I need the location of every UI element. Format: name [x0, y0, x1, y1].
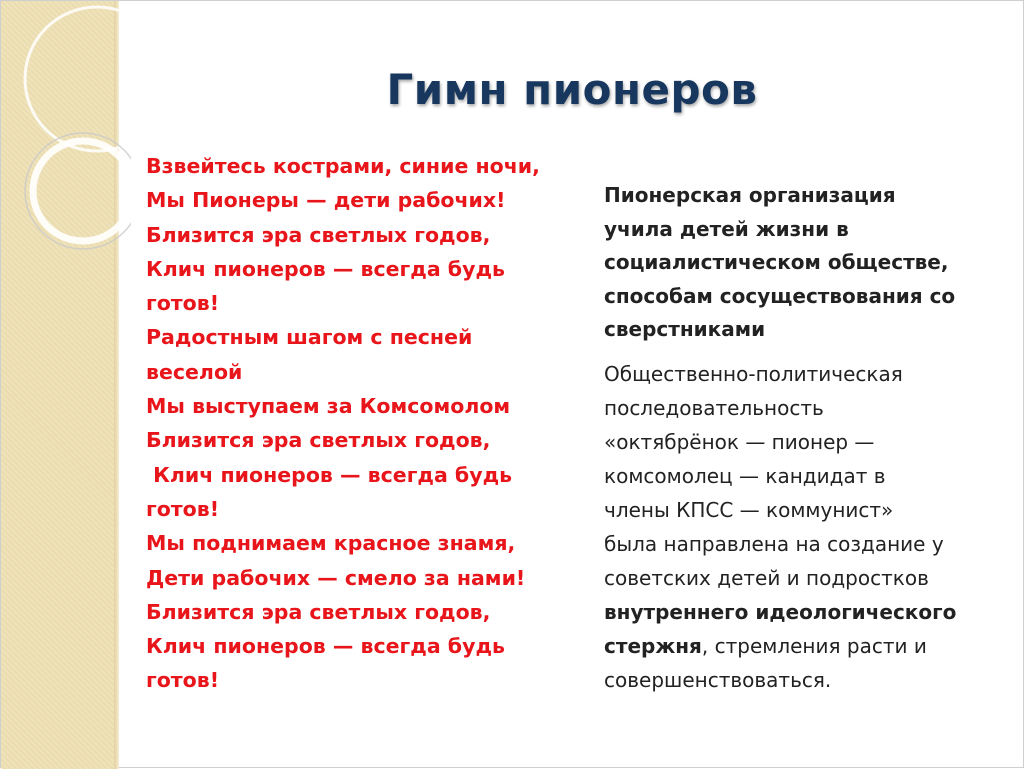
body-line: комсомолец — кандидат в — [604, 463, 886, 488]
body-line: Общественно-политическая — [604, 361, 903, 386]
deco-ring-thick — [33, 141, 131, 241]
anthem-line: Клич пионеров — всегда будь — [146, 462, 513, 487]
intro-line: способам сосуществования со — [604, 283, 956, 308]
body-text-fragment: , стремления расти и — [701, 633, 927, 658]
body-line: советских детей и подростков — [604, 565, 929, 590]
anthem-line: Клич пионеров — всегда будь — [146, 256, 505, 281]
body-line: члены КПСС — коммунист» — [604, 497, 894, 522]
anthem-line: Взвейтесь кострами, синие ночи, — [146, 154, 540, 178]
body-line: «октябрёнок — пионер — — [604, 429, 875, 454]
body-paragraph — [604, 357, 1014, 697]
description-column — [604, 179, 1014, 697]
anthem-line: готов! — [146, 496, 220, 521]
body-line: последовательность — [604, 395, 824, 420]
intro-line: социалистическом обществе, — [604, 250, 949, 274]
anthem-line: веселой — [146, 359, 243, 384]
anthem-line: Клич пионеров — всегда будь — [146, 634, 505, 659]
anthem-lyrics — [146, 149, 566, 698]
intro-paragraph — [604, 179, 1014, 347]
anthem-line: Мы выступаем за Комсомолом — [146, 394, 511, 419]
deco-ring-large — [25, 7, 131, 151]
anthem-line: Мы Пионеры — дети рабочих! — [146, 188, 506, 213]
slide-title: Гимн пионеров — [386, 65, 758, 114]
anthem-line: Радостным шагом с песней — [146, 325, 473, 350]
emphasis-text: внутреннего идеологического — [604, 599, 957, 624]
decorative-rings — [1, 1, 131, 301]
intro-line: сверстниками — [604, 317, 766, 341]
emphasis-text: стержня — [604, 633, 702, 658]
anthem-line: Близится эра светлых годов, — [146, 222, 491, 247]
anthem-line: Дети рабочих — смело за нами! — [146, 565, 526, 590]
body-line: совершенствоваться. — [604, 667, 832, 692]
intro-line: учила детей жизни в — [604, 216, 849, 241]
intro-line: Пионерская организация — [604, 183, 896, 207]
body-line — [604, 595, 1014, 629]
anthem-line: готов! — [146, 668, 220, 693]
anthem-line: Близится эра светлых годов, — [146, 428, 491, 453]
anthem-line: готов! — [146, 291, 220, 316]
body-line — [604, 629, 1014, 663]
body-line: была направлена на создание у — [604, 531, 944, 556]
anthem-line: Близится эра светлых годов, — [146, 599, 491, 624]
anthem-line: Мы поднимаем красное знамя, — [146, 531, 516, 556]
